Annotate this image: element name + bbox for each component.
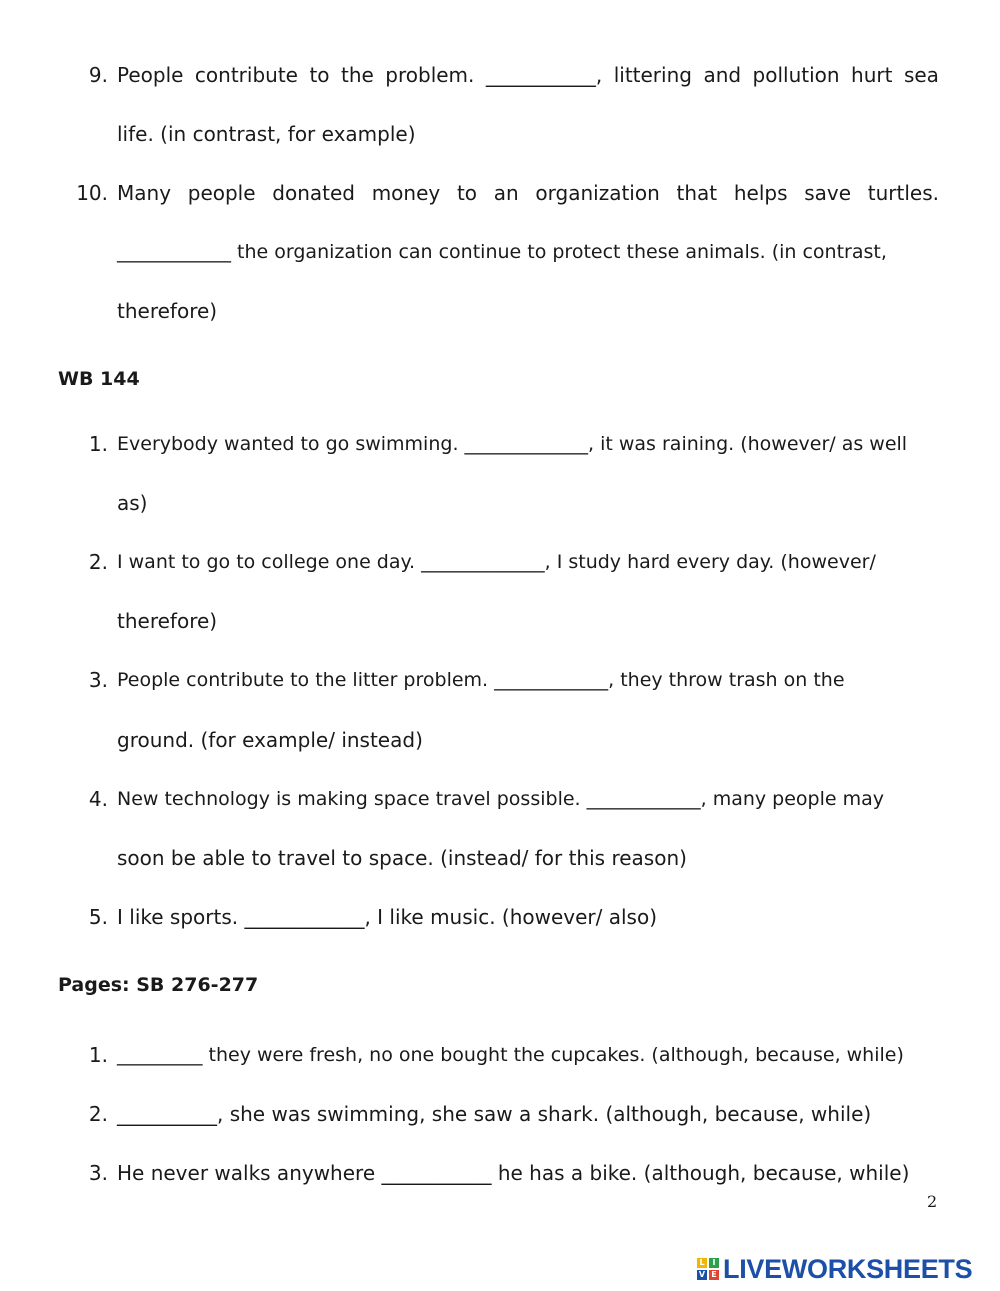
question-text-line1[interactable]: He never walks anywhere ___________ he has a bike. (although, because, while) xyxy=(117,1161,910,1185)
section-heading-sb: Pages: SB 276-277 xyxy=(58,974,259,996)
question-number: 5. xyxy=(88,905,108,929)
question-number: 3. xyxy=(88,1161,108,1185)
question-number: 2. xyxy=(88,1102,108,1126)
question-text-line2: life. (in contrast, for example) xyxy=(117,122,416,146)
question-text-line1[interactable]: People contribute to the litter problem. ____________, they throw trash on the xyxy=(117,669,845,691)
question-number: 4. xyxy=(88,787,108,811)
question-text-line1[interactable]: _________ they were fresh, no one bought the cupcakes. (although, because, while) xyxy=(117,1044,904,1066)
question-number: 3. xyxy=(88,668,108,692)
question-text-line1[interactable]: __________, she was swimming, she saw a shark. (although, because, while) xyxy=(117,1102,872,1126)
question-text-line1[interactable]: New technology is making space travel possible. ____________, many people may xyxy=(117,788,885,810)
page-number: 2 xyxy=(927,1192,938,1211)
brand-name: LIVEWORKSHEETS xyxy=(723,1253,973,1284)
answer-blank[interactable]: ___________, xyxy=(485,63,603,87)
question-number: 1. xyxy=(88,432,108,456)
question-number: 1. xyxy=(88,1043,108,1067)
question-text-line3: therefore) xyxy=(117,299,218,323)
question-text-line1[interactable]: I like sports. ____________, I like music. (however/ also) xyxy=(117,905,658,929)
question-text-line2: ground. (for example/ instead) xyxy=(117,728,423,752)
section-heading-wb144: WB 144 xyxy=(58,368,140,390)
question-text-line1[interactable]: Everybody wanted to go swimming. _____________, it was raining. (however/ as well xyxy=(117,433,908,455)
question-text-line1: People contribute to the problem. ___________, littering and pollution hurt sea xyxy=(117,63,939,87)
logo-blocks-icon: L I V E xyxy=(697,1258,719,1280)
question-text-line2: soon be able to travel to space. (instead/ for this reason) xyxy=(117,846,687,870)
liveworksheets-logo[interactable] xyxy=(697,1254,972,1284)
question-number: 2. xyxy=(88,550,108,574)
question-text-line1: Many people donated money to an organization that helps save turtles. xyxy=(117,181,939,205)
question-text-line2: as) xyxy=(117,491,148,515)
question-text-line1[interactable]: I want to go to college one day. _____________, I study hard every day. (however/ xyxy=(117,551,876,573)
question-text-line2: therefore) xyxy=(117,609,218,633)
question-text-line2[interactable]: ____________ the organization can continue to protect these animals. (in contrast, xyxy=(117,241,887,263)
question-number: 9. xyxy=(88,63,108,87)
question-number: 10. xyxy=(76,181,108,205)
